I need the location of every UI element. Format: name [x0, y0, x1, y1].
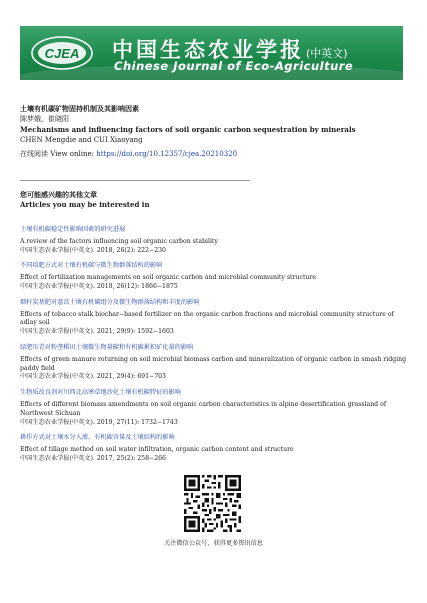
doi-link[interactable]: https://doi.org/10.12357/cjea.20210320 [96, 150, 238, 158]
list-item [20, 344, 408, 382]
related-article-citation: 中国生态农业学报(中英文). 2017, 25(2): 258−266 [20, 454, 166, 462]
related-article-citation: 中国生态农业学报(中英文). 2018, 26(12): 1866−1875 [20, 282, 178, 290]
qr-caption: 关注微信公众号，获得更多资讯信息 [164, 540, 263, 547]
related-article-citation: 中国生态农业学报(中英文). 2018, 26(2): 222−230 [20, 246, 166, 254]
view-online-label: 在线阅读 View online: [20, 150, 94, 158]
related-article-en-title: Effects of green manure returning on soil microbial biomass carbon and mineralization of organic carbon in smash ridging paddy field [20, 355, 407, 372]
list-item [20, 299, 408, 337]
list-item [20, 262, 408, 291]
related-article-link[interactable]: 土壤有机碳稳定性影响因素的研究进展 [20, 226, 126, 233]
related-articles-heading [20, 190, 150, 210]
journal-title-cn-suffix: (中英文) [306, 47, 348, 60]
related-article-link[interactable]: 绿肥压青对粉垄稻田土壤微生物量碳和有机碳累积矿化量的影响 [20, 343, 194, 351]
article-header [20, 104, 405, 159]
journal-logo-text: CJEA [44, 46, 80, 61]
article-authors-cn: 陈梦娥，崔晓阳 [20, 115, 69, 123]
related-heading-cn: 您可能感兴趣的其他文章 [20, 191, 97, 199]
related-article-link[interactable]: 烟秆炭基肥对薏苡土壤有机碳组分及微生物群落结构和丰度的影响 [20, 298, 200, 306]
related-heading-en: Articles you may be interested in [20, 200, 150, 209]
related-article-citation: 中国生态农业学报(中英文). 2021, 29(4): 691−703 [20, 373, 166, 381]
journal-banner [20, 26, 403, 80]
related-article-en-title: Effect of tillage method on soil water infiltration, organic carbon content and structure [20, 446, 294, 454]
article-title-en: Mechanisms and influencing factors of soil organic carbon sequestration by minerals [20, 125, 356, 134]
divider [20, 180, 250, 181]
related-article-citation: 中国生态农业学报(中英文). 2021, 29(9): 1592−1603 [20, 328, 174, 336]
related-article-link[interactable]: 耕作方式对土壤水分入渗、有机碳含量及土壤结构的影响 [20, 434, 175, 442]
related-article-link[interactable]: 生物质改良剂对川西北高寒草地沙化土壤有机碳特征的影响 [20, 389, 181, 397]
journal-title-cn-text: 中国生态农业学报 [112, 38, 304, 62]
list-item [20, 389, 408, 427]
related-article-en-title: Effects of tobacco stalk biochar−based fertilizer on the organic carbon fractions and microbial community structure of adlay soil [20, 310, 394, 327]
list-item [20, 226, 408, 255]
article-title-cn: 土壤有机碳矿物固持机制及其影响因素 [20, 105, 139, 113]
related-article-en-title: A review of the factors influencing soil organic carbon stability [20, 237, 218, 245]
related-articles-list [20, 226, 408, 471]
wechat-qr-code-icon [184, 475, 241, 532]
journal-logo-icon [30, 35, 94, 71]
list-item [20, 434, 408, 463]
view-online-line [20, 149, 405, 159]
journal-title-en: Chinese Journal of Eco-Agriculture [114, 59, 354, 73]
related-article-citation: 中国生态农业学报(中英文). 2019, 27(11): 1732−1743 [20, 418, 178, 426]
related-article-en-title: Effects of different biomass amendments on soil organic carbon characteristics in alpine desertification grassland of Northwest Sichuan [20, 400, 387, 417]
article-authors-en: CHEN Mengdie and CUI Xiaoyang [20, 136, 143, 144]
related-article-en-title: Effect of fertilization managements on soil organic carbon and microbial community structure [20, 274, 317, 282]
related-article-link[interactable]: 不同培肥方式对土壤有机碳与微生物群落结构的影响 [20, 262, 163, 270]
